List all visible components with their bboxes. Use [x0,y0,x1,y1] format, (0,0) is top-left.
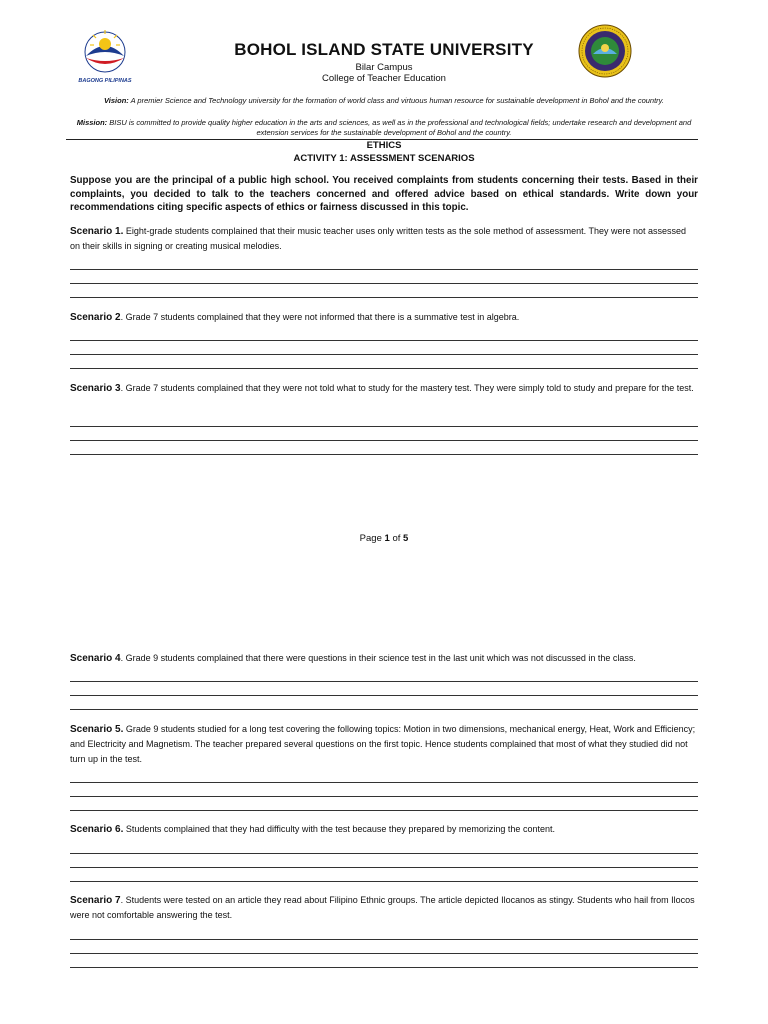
scenario-label: Scenario 2 [70,312,121,323]
answer-line[interactable] [70,709,698,710]
vision-statement [66,96,702,105]
mission-label: Mission: [76,118,108,127]
answer-line[interactable] [70,939,698,940]
answer-line[interactable] [70,867,698,868]
scenario-1 [70,224,698,254]
scenario-3 [70,381,698,396]
scenario-text: Eight-grade students complained that their music teacher uses only written tests as the sole method of assessment. They were not assessed on their skills in signing or creating musical melodies. [70,226,686,251]
scenario-6 [70,822,698,837]
answer-lines-3[interactable] [70,426,698,468]
university-name: BOHOL ISLAND STATE UNIVERSITY [234,40,534,59]
answer-line[interactable] [70,454,698,455]
answer-lines-6[interactable] [70,853,698,895]
answer-line[interactable] [70,354,698,355]
answer-lines-7[interactable] [70,939,698,981]
activity-title: ACTIVITY 1: ASSESSMENT SCENARIOS [293,153,475,164]
scenario-text: Students complained that they had difficulty with the test because they prepared by memorizing the content. [125,824,555,834]
answer-lines-1[interactable] [70,269,698,311]
page-of: of [392,533,401,544]
subject-title: ETHICS [366,140,402,151]
answer-line[interactable] [70,368,698,369]
scenario-label: Scenario 4 [70,653,121,664]
answer-line[interactable] [70,340,698,341]
answer-lines-4[interactable] [70,681,698,723]
answer-line[interactable] [70,782,698,783]
scenario-label: Scenario 3 [70,383,121,394]
scenario-label: Scenario 7 [70,895,121,906]
mission-statement [66,118,702,137]
answer-lines-2[interactable] [70,340,698,382]
college-name: College of Teacher Education [322,73,446,84]
vision-label: Vision: [104,96,129,105]
scenario-text: Grade 9 students studied for a long test covering the following topics: Motion in two dimensions, mechanical energy, Heat, Work and Efficiency; and Electricity and Magnetism. The teacher prepared several questions on the first topic. Hence students complained that most of what they studied did not turn up in the test. [70,724,696,764]
campus-name: Bilar Campus [355,62,413,73]
answer-line[interactable] [70,440,698,441]
answer-line[interactable] [70,283,698,284]
scenario-text: . Grade 7 students complained that they were not informed that there is a summative test in algebra. [120,312,520,322]
answer-line[interactable] [70,953,698,954]
page-prefix: Page [359,533,382,544]
scenario-4 [70,651,698,666]
mission-text: BISU is committed to provide quality higher education in the arts and sciences, as well as in the professional and technological fields; undertake research and development and extension services for the sustainable development of Bohol and the country. [109,118,692,137]
page-current: 1 [384,533,390,544]
scenario-text: . Students were tested on an article they read about Filipino Ethnic groups. The article depicted Ilocanos as stingy. Students who hail from Ilocos were not comfortable answering the test. [70,895,695,920]
page-total: 5 [403,533,409,544]
page-number [0,533,768,544]
answer-line[interactable] [70,967,698,968]
scenario-label: Scenario 6. [70,824,124,835]
answer-line[interactable] [70,810,698,811]
answer-line[interactable] [70,426,698,427]
scenario-2 [70,310,698,325]
scenario-text: . Grade 9 students complained that there were questions in their science test in the last unit which was not discussed in the class. [120,653,636,663]
answer-line[interactable] [70,881,698,882]
answer-line[interactable] [70,695,698,696]
answer-line[interactable] [70,681,698,682]
scenario-5 [70,722,698,767]
answer-line[interactable] [70,796,698,797]
scenario-text: . Grade 7 students complained that they were not told what to study for the mastery test. They were simply told to study and prepare for the test. [120,383,694,393]
answer-line[interactable] [70,297,698,298]
answer-line[interactable] [70,269,698,270]
scenario-label: Scenario 1. [70,226,124,237]
instructions: Suppose you are the principal of a public high school. You received complaints from students concerning their tests. Based in their complaints, you decided to talk to the teachers concerned and offered advice based on ethical standards. Write down your recommendations citing specific aspects of ethics or fairness discussed in this topic. [70,175,698,213]
answer-lines-5[interactable] [70,782,698,824]
scenario-7 [70,893,698,923]
scenario-label: Scenario 5. [70,724,124,735]
svg-text:BAGONG PILIPINAS: BAGONG PILIPINAS [78,78,132,84]
answer-line[interactable] [70,853,698,854]
vision-text: A premier Science and Technology university for the formation of world class and virtuous human resource for sustainable development in Bohol and the country. [130,96,664,105]
